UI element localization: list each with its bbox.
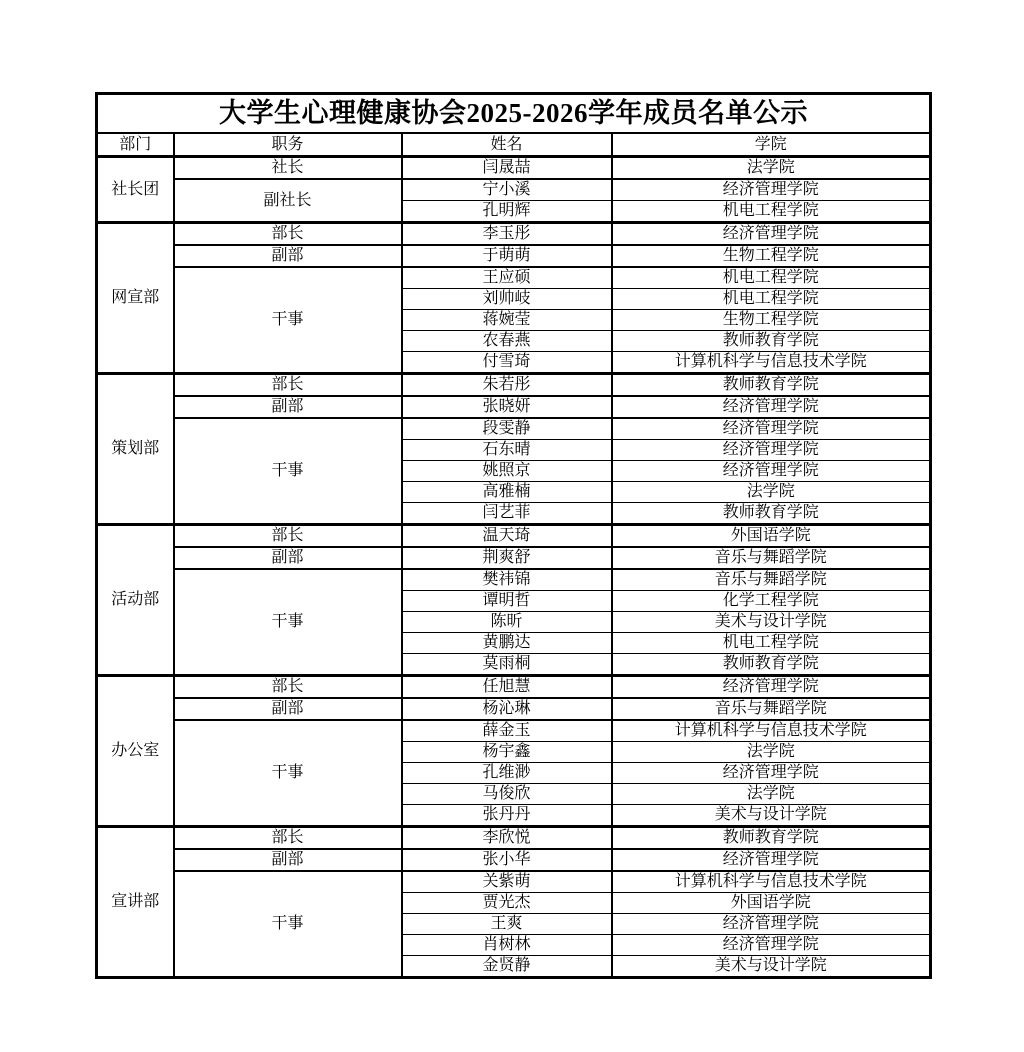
page-title: 大学生心理健康协会2025-2026学年成员名单公示 bbox=[97, 94, 931, 134]
department-cell: 办公室 bbox=[97, 676, 174, 827]
department-cell: 社长团 bbox=[97, 157, 174, 223]
department-cell: 活动部 bbox=[97, 525, 174, 676]
member-name-cell: 段雯静 bbox=[402, 418, 612, 440]
member-college-cell: 教师教育学院 bbox=[612, 374, 931, 397]
position-cell: 副部 bbox=[174, 396, 402, 418]
member-name-cell: 孔明辉 bbox=[402, 201, 612, 223]
member-college-cell: 经济管理学院 bbox=[612, 461, 931, 482]
table-row bbox=[97, 827, 931, 850]
table-row bbox=[97, 569, 931, 591]
member-college-cell: 机电工程学院 bbox=[612, 267, 931, 289]
member-college-cell: 法学院 bbox=[612, 157, 931, 180]
member-name-cell: 谭明哲 bbox=[402, 591, 612, 612]
table-row bbox=[97, 396, 931, 418]
table-row bbox=[97, 374, 931, 397]
member-college-cell: 经济管理学院 bbox=[612, 223, 931, 246]
member-name-cell: 宁小溪 bbox=[402, 179, 612, 201]
member-name-cell: 张丹丹 bbox=[402, 805, 612, 827]
table-row bbox=[97, 418, 931, 440]
member-name-cell: 薛金玉 bbox=[402, 720, 612, 742]
member-college-cell: 教师教育学院 bbox=[612, 331, 931, 352]
member-name-cell: 陈昕 bbox=[402, 612, 612, 633]
member-roster-table bbox=[95, 92, 932, 979]
position-cell: 部长 bbox=[174, 374, 402, 397]
member-college-cell: 计算机科学与信息技术学院 bbox=[612, 352, 931, 374]
member-name-cell: 金贤静 bbox=[402, 956, 612, 978]
member-name-cell: 李玉彤 bbox=[402, 223, 612, 246]
member-name-cell: 肖树林 bbox=[402, 935, 612, 956]
member-name-cell: 农春燕 bbox=[402, 331, 612, 352]
member-college-cell: 生物工程学院 bbox=[612, 310, 931, 331]
position-cell: 副部 bbox=[174, 849, 402, 871]
column-header-college: 学院 bbox=[612, 133, 931, 157]
column-header-department: 部门 bbox=[97, 133, 174, 157]
position-cell: 副社长 bbox=[174, 179, 402, 223]
member-name-cell: 姚照京 bbox=[402, 461, 612, 482]
position-cell: 部长 bbox=[174, 676, 402, 699]
table-row bbox=[97, 267, 931, 289]
table-header-row bbox=[97, 133, 931, 157]
column-header-position: 职务 bbox=[174, 133, 402, 157]
member-name-cell: 刘帅岐 bbox=[402, 289, 612, 310]
table-title-row bbox=[97, 94, 931, 134]
member-name-cell: 石东晴 bbox=[402, 440, 612, 461]
table-row bbox=[97, 223, 931, 246]
member-college-cell: 教师教育学院 bbox=[612, 654, 931, 676]
member-college-cell: 经济管理学院 bbox=[612, 440, 931, 461]
member-college-cell: 化学工程学院 bbox=[612, 591, 931, 612]
member-name-cell: 王爽 bbox=[402, 914, 612, 935]
member-college-cell: 计算机科学与信息技术学院 bbox=[612, 720, 931, 742]
member-college-cell: 美术与设计学院 bbox=[612, 805, 931, 827]
member-college-cell: 经济管理学院 bbox=[612, 179, 931, 201]
member-college-cell: 经济管理学院 bbox=[612, 849, 931, 871]
member-name-cell: 荆爽舒 bbox=[402, 547, 612, 569]
member-college-cell: 经济管理学院 bbox=[612, 676, 931, 699]
member-name-cell: 孔维渺 bbox=[402, 763, 612, 784]
member-name-cell: 张小华 bbox=[402, 849, 612, 871]
member-name-cell: 樊祎锦 bbox=[402, 569, 612, 591]
column-header-name: 姓名 bbox=[402, 133, 612, 157]
member-college-cell: 外国语学院 bbox=[612, 525, 931, 548]
table-row bbox=[97, 698, 931, 720]
table-row bbox=[97, 720, 931, 742]
member-name-cell: 莫雨桐 bbox=[402, 654, 612, 676]
member-name-cell: 杨沁琳 bbox=[402, 698, 612, 720]
member-college-cell: 经济管理学院 bbox=[612, 935, 931, 956]
table-row bbox=[97, 676, 931, 699]
position-cell: 干事 bbox=[174, 267, 402, 374]
member-name-cell: 蒋婉莹 bbox=[402, 310, 612, 331]
member-college-cell: 计算机科学与信息技术学院 bbox=[612, 871, 931, 893]
member-college-cell: 美术与设计学院 bbox=[612, 612, 931, 633]
member-name-cell: 马俊欣 bbox=[402, 784, 612, 805]
member-name-cell: 王应硕 bbox=[402, 267, 612, 289]
table-row bbox=[97, 157, 931, 180]
position-cell: 干事 bbox=[174, 418, 402, 525]
position-cell: 部长 bbox=[174, 223, 402, 246]
member-college-cell: 机电工程学院 bbox=[612, 633, 931, 654]
member-college-cell: 机电工程学院 bbox=[612, 289, 931, 310]
member-college-cell: 经济管理学院 bbox=[612, 418, 931, 440]
department-cell: 宣讲部 bbox=[97, 827, 174, 978]
table-row bbox=[97, 179, 931, 201]
member-college-cell: 外国语学院 bbox=[612, 893, 931, 914]
member-name-cell: 李欣悦 bbox=[402, 827, 612, 850]
member-name-cell: 温天琦 bbox=[402, 525, 612, 548]
member-name-cell: 于萌萌 bbox=[402, 245, 612, 267]
member-college-cell: 音乐与舞蹈学院 bbox=[612, 547, 931, 569]
member-college-cell: 法学院 bbox=[612, 784, 931, 805]
position-cell: 社长 bbox=[174, 157, 402, 180]
position-cell: 干事 bbox=[174, 720, 402, 827]
position-cell: 副部 bbox=[174, 245, 402, 267]
table-row bbox=[97, 525, 931, 548]
position-cell: 部长 bbox=[174, 525, 402, 548]
member-college-cell: 经济管理学院 bbox=[612, 396, 931, 418]
table-row bbox=[97, 871, 931, 893]
member-college-cell: 教师教育学院 bbox=[612, 503, 931, 525]
member-college-cell: 机电工程学院 bbox=[612, 201, 931, 223]
member-college-cell: 生物工程学院 bbox=[612, 245, 931, 267]
position-cell: 部长 bbox=[174, 827, 402, 850]
member-name-cell: 张晓妍 bbox=[402, 396, 612, 418]
member-college-cell: 音乐与舞蹈学院 bbox=[612, 569, 931, 591]
table-row bbox=[97, 849, 931, 871]
position-cell: 干事 bbox=[174, 569, 402, 676]
table-row bbox=[97, 245, 931, 267]
member-name-cell: 贾光杰 bbox=[402, 893, 612, 914]
member-college-cell: 经济管理学院 bbox=[612, 914, 931, 935]
member-name-cell: 关紫萌 bbox=[402, 871, 612, 893]
member-name-cell: 黄鹏达 bbox=[402, 633, 612, 654]
member-college-cell: 经济管理学院 bbox=[612, 763, 931, 784]
member-name-cell: 杨宇鑫 bbox=[402, 742, 612, 763]
department-cell: 策划部 bbox=[97, 374, 174, 525]
position-cell: 副部 bbox=[174, 547, 402, 569]
table-row bbox=[97, 547, 931, 569]
department-cell: 网宣部 bbox=[97, 223, 174, 374]
member-college-cell: 法学院 bbox=[612, 742, 931, 763]
position-cell: 副部 bbox=[174, 698, 402, 720]
member-college-cell: 法学院 bbox=[612, 482, 931, 503]
member-name-cell: 高雅楠 bbox=[402, 482, 612, 503]
member-name-cell: 朱若彤 bbox=[402, 374, 612, 397]
member-name-cell: 闫艺菲 bbox=[402, 503, 612, 525]
member-name-cell: 付雪琦 bbox=[402, 352, 612, 374]
member-name-cell: 闫晟喆 bbox=[402, 157, 612, 180]
member-college-cell: 美术与设计学院 bbox=[612, 956, 931, 978]
position-cell: 干事 bbox=[174, 871, 402, 978]
member-name-cell: 任旭慧 bbox=[402, 676, 612, 699]
member-college-cell: 教师教育学院 bbox=[612, 827, 931, 850]
member-college-cell: 音乐与舞蹈学院 bbox=[612, 698, 931, 720]
